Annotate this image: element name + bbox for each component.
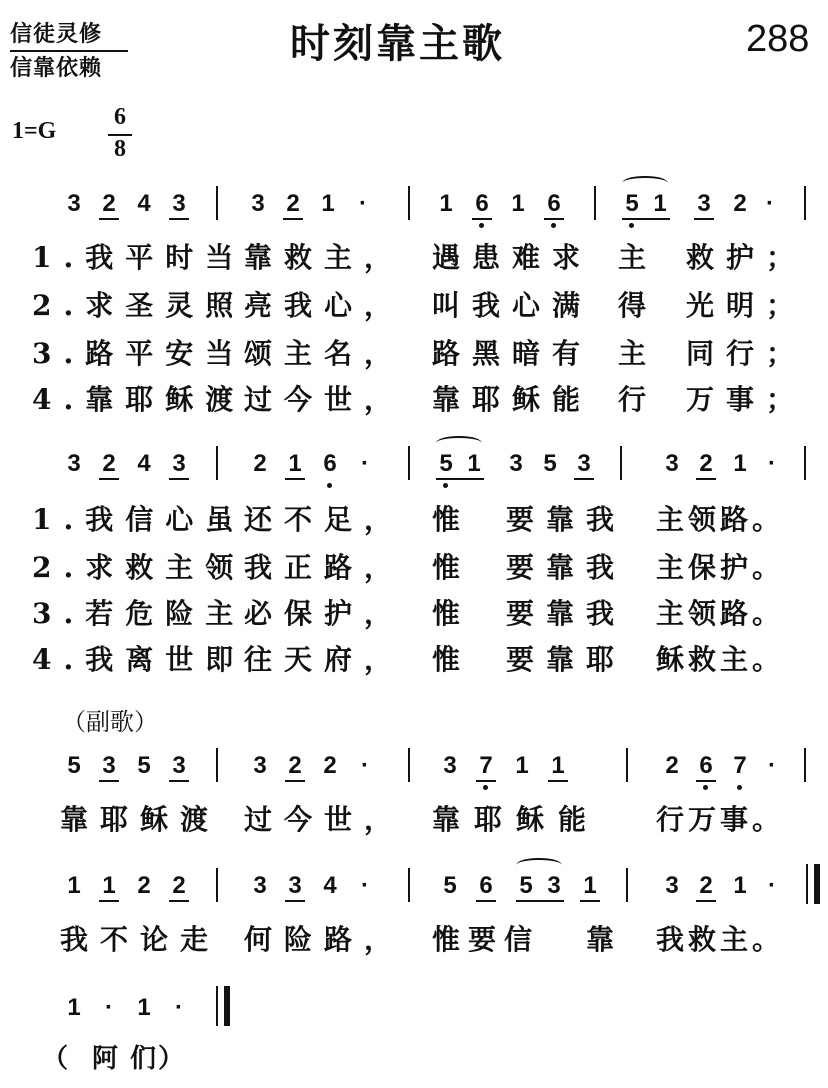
hymn-number: 288 <box>746 18 810 60</box>
refrain-lyric: 行万事。 <box>656 803 785 836</box>
lyric-2: 主保护。 <box>656 551 785 584</box>
note: 3 <box>251 190 265 217</box>
category-label: 信徒灵修 <box>10 22 103 47</box>
lyric-4: 靠耶稣能 <box>432 383 593 416</box>
underline <box>476 780 496 782</box>
note: 1 <box>67 994 81 1021</box>
lyric-4: 要靠耶 <box>506 643 627 676</box>
lyric-3: 同行； <box>686 337 807 370</box>
dot: · <box>768 752 776 779</box>
note: 4 <box>137 450 151 477</box>
lyric-1: 还不足， <box>244 503 405 536</box>
note: 5 <box>443 872 457 899</box>
underline <box>436 478 484 480</box>
refrain-label: （副歌） <box>62 708 158 736</box>
octave-dot <box>703 785 708 790</box>
refrain-lyric: 靠耶稣渡 <box>60 803 221 836</box>
final-barline <box>224 986 230 1026</box>
refrain-lyric: 我不论走 <box>60 923 221 956</box>
dot: · <box>768 872 776 899</box>
underline <box>99 780 119 782</box>
refrain-lyric: 我救主。 <box>656 923 785 956</box>
lyric-4: 惟 <box>432 643 473 676</box>
octave-dot <box>737 785 742 790</box>
note: 2 <box>733 190 747 217</box>
lyric-4: 往天府， <box>244 643 405 676</box>
lyric-3: 颂主名， <box>244 337 405 370</box>
octave-dot <box>551 223 556 228</box>
time-signature-bottom: 8 <box>114 136 126 162</box>
octave-dot <box>327 483 332 488</box>
underline <box>169 478 189 480</box>
note: 3 <box>288 872 302 899</box>
note: 2 <box>102 190 116 217</box>
underline <box>476 900 496 902</box>
note: 7 <box>479 752 493 779</box>
lyric-2: 我正路， <box>244 551 405 584</box>
underline <box>622 218 670 220</box>
barline <box>216 446 218 480</box>
note: 1 <box>102 872 116 899</box>
barline <box>804 446 806 480</box>
time-signature-top: 6 <box>114 104 126 130</box>
lyric-2: 光明； <box>686 289 807 322</box>
note: 7 <box>733 752 747 779</box>
note: 3 <box>102 752 116 779</box>
note: 6 <box>479 872 493 899</box>
barline <box>216 186 218 220</box>
note: 2 <box>102 450 116 477</box>
barline <box>216 868 218 902</box>
underline <box>285 478 305 480</box>
lyric-1: 主领路。 <box>656 503 785 536</box>
lyric-4: 4.靠耶稣渡 <box>32 383 246 416</box>
lyric-3: 3.若危险主 <box>32 597 246 630</box>
barline <box>804 748 806 782</box>
barline <box>806 864 808 904</box>
note: 5 <box>67 752 81 779</box>
octave-dot <box>479 223 484 228</box>
lyric-1: 惟 <box>432 503 473 536</box>
note: 1 <box>137 994 151 1021</box>
underline <box>169 900 189 902</box>
note: 1 <box>439 190 453 217</box>
lyric-2: 要靠我 <box>506 551 627 584</box>
note: 1 <box>653 190 667 217</box>
note: 3 <box>665 872 679 899</box>
lyric-1: 靠救主， <box>244 241 405 274</box>
note: 1 <box>551 752 565 779</box>
subcategory-label: 信靠依赖 <box>10 56 103 81</box>
underline <box>694 218 714 220</box>
barline <box>408 868 410 902</box>
lyric-1: 要靠我 <box>506 503 627 536</box>
refrain-lyric: 何险路， <box>244 923 405 956</box>
note: 6 <box>323 450 337 477</box>
lyric-4: 4.我离世即 <box>32 643 246 676</box>
note: 2 <box>137 872 151 899</box>
note: 3 <box>577 450 591 477</box>
underline <box>544 218 564 220</box>
barline <box>216 986 218 1026</box>
note: 3 <box>697 190 711 217</box>
lyric-3: 必保护， <box>244 597 405 630</box>
lyric-3: 要靠我 <box>506 597 627 630</box>
octave-dot <box>443 483 448 488</box>
underline <box>696 900 716 902</box>
amen-lyric: 们） <box>130 1044 187 1074</box>
note: 3 <box>67 190 81 217</box>
final-barline <box>814 864 820 904</box>
lyric-3: 路黑暗有 <box>432 337 593 370</box>
note: 1 <box>321 190 335 217</box>
underline <box>99 218 119 220</box>
amen-lyric: （阿 <box>42 1044 143 1074</box>
lyric-1: 1.我信心虽 <box>32 503 246 536</box>
underline <box>99 478 119 480</box>
underline <box>285 780 305 782</box>
note: 3 <box>443 752 457 779</box>
barline <box>626 748 628 782</box>
underline <box>696 478 716 480</box>
refrain-lyric: 靠耶稣能 <box>432 803 601 836</box>
note: 2 <box>323 752 337 779</box>
note: 4 <box>323 872 337 899</box>
note: 3 <box>172 450 186 477</box>
note: 1 <box>515 752 529 779</box>
note: 5 <box>519 872 533 899</box>
underline <box>169 218 189 220</box>
note: 3 <box>67 450 81 477</box>
lyric-4: 万事； <box>686 383 807 416</box>
note: 5 <box>137 752 151 779</box>
underline <box>169 780 189 782</box>
lyric-2: 亮我心， <box>244 289 405 322</box>
note: 6 <box>475 190 489 217</box>
note: 1 <box>511 190 525 217</box>
note: 3 <box>253 872 267 899</box>
octave-dot <box>483 785 488 790</box>
note: 2 <box>286 190 300 217</box>
refrain-lyric: 靠 <box>586 923 627 956</box>
dot: · <box>359 190 367 217</box>
barline <box>804 186 806 220</box>
underline <box>548 780 568 782</box>
note: 6 <box>547 190 561 217</box>
dot: · <box>361 752 369 779</box>
lyric-4: 过今世， <box>244 383 405 416</box>
slur <box>516 858 562 872</box>
barline <box>626 868 628 902</box>
underline <box>472 218 492 220</box>
underline <box>516 900 564 902</box>
slur <box>622 176 668 190</box>
barline <box>408 186 410 220</box>
lyric-2: 2.求救主领 <box>32 551 246 584</box>
note: 1 <box>67 872 81 899</box>
lyric-2: 得 <box>618 289 659 322</box>
note: 4 <box>137 190 151 217</box>
note: 2 <box>288 752 302 779</box>
dot: · <box>361 450 369 477</box>
note: 5 <box>439 450 453 477</box>
lyric-1: 主 <box>618 241 659 274</box>
lyric-4: 稣救主。 <box>656 643 785 676</box>
note: 2 <box>699 872 713 899</box>
underline <box>574 478 594 480</box>
slur <box>436 436 482 450</box>
note: 3 <box>172 752 186 779</box>
barline <box>620 446 622 480</box>
note: 1 <box>733 450 747 477</box>
barline <box>408 748 410 782</box>
barline <box>216 748 218 782</box>
note: 1 <box>583 872 597 899</box>
lyric-3: 主 <box>618 337 659 370</box>
note: 1 <box>733 872 747 899</box>
note: 1 <box>288 450 302 477</box>
note: 3 <box>253 752 267 779</box>
lyric-3: 惟 <box>432 597 473 630</box>
note: 2 <box>665 752 679 779</box>
barline <box>408 446 410 480</box>
lyric-2: 叫我心满 <box>432 289 593 322</box>
note: 3 <box>547 872 561 899</box>
note: 3 <box>172 190 186 217</box>
note: 1 <box>467 450 481 477</box>
lyric-1: 救护； <box>686 241 807 274</box>
dot: · <box>766 190 774 217</box>
underline <box>580 900 600 902</box>
lyric-2: 2.求圣灵照 <box>32 289 246 322</box>
dot: · <box>105 994 113 1021</box>
barline <box>594 186 596 220</box>
lyric-2: 惟 <box>432 551 473 584</box>
note: 2 <box>172 872 186 899</box>
lyric-3: 主领路。 <box>656 597 785 630</box>
octave-dot <box>629 223 634 228</box>
dot: · <box>175 994 183 1021</box>
category-divider <box>10 50 128 52</box>
lyric-4: 行 <box>618 383 659 416</box>
lyric-3: 3.路平安当 <box>32 337 246 370</box>
underline <box>696 780 716 782</box>
key-signature: 1=G <box>12 118 57 144</box>
lyric-1: 遇患难求 <box>432 241 593 274</box>
lyric-1: 1.我平时当 <box>32 241 246 274</box>
refrain-lyric: 惟要信 <box>432 923 541 956</box>
note: 3 <box>665 450 679 477</box>
note: 5 <box>625 190 639 217</box>
note: 2 <box>699 450 713 477</box>
note: 2 <box>253 450 267 477</box>
underline <box>285 900 305 902</box>
hymn-title: 时刻靠主歌 <box>290 21 505 67</box>
note: 3 <box>509 450 523 477</box>
note: 5 <box>543 450 557 477</box>
underline <box>99 900 119 902</box>
underline <box>283 218 303 220</box>
refrain-lyric: 过今世， <box>244 803 405 836</box>
dot: · <box>361 872 369 899</box>
note: 6 <box>699 752 713 779</box>
dot: · <box>768 450 776 477</box>
